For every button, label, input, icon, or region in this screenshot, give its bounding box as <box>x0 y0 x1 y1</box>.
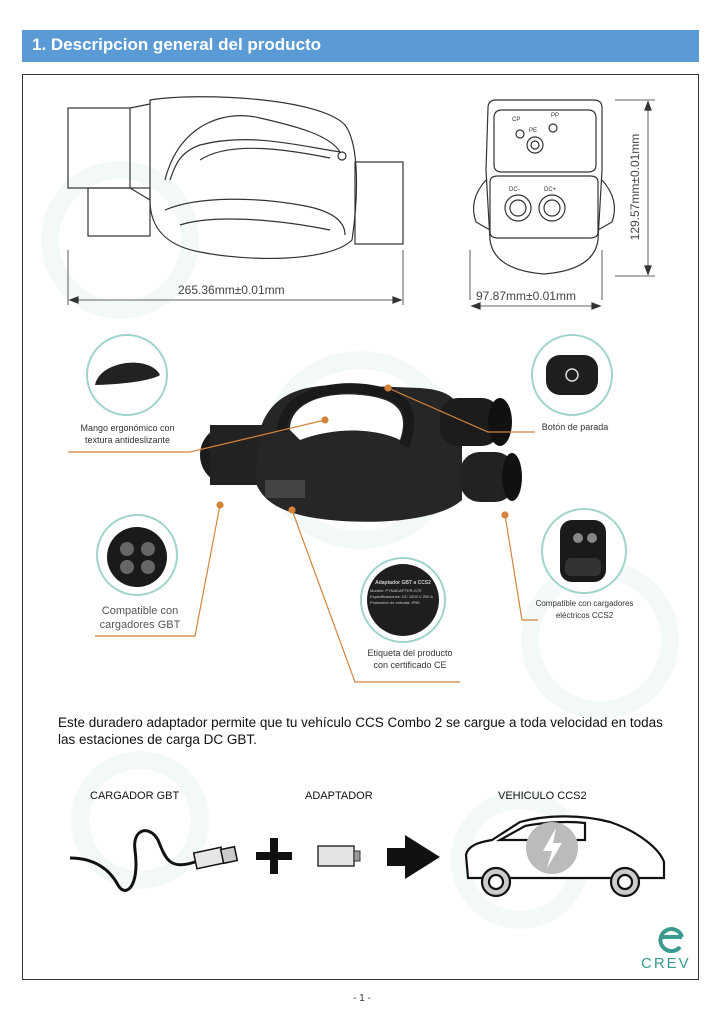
callout-ccs2-text <box>522 598 647 622</box>
callout-gbt-line-2: cargadores GBT <box>99 619 181 631</box>
callout-ccs2-circle <box>542 509 626 593</box>
pin-cp-label: CP <box>512 117 521 123</box>
product-label-line-3: Protección de entrada: IP55 <box>370 600 420 605</box>
plus-icon <box>256 838 292 874</box>
callout-handle-line-2: textura antideslizante <box>84 435 171 445</box>
flow-vehicle-label: VEHICULO CCS2 <box>498 790 587 802</box>
height-dimension: 129.57mm±0.01mm <box>628 133 642 241</box>
pin-pe-label: PE <box>529 128 538 134</box>
product-label-badge <box>370 580 436 606</box>
product-description: Este duradero adaptador permite que tu vehículo CCS Combo 2 se cargue a toda velocidad en todas las estaciones de carga DC GBT. <box>58 715 663 747</box>
flow-charger-label: CARGADOR GBT <box>90 790 180 802</box>
adapter-main-image <box>200 385 522 522</box>
product-label-line-2: Especificaciones: DC 1000 V 250 A <box>370 594 433 599</box>
callout-ccs2-line-2: eléctricos CCS2 <box>555 611 614 620</box>
callout-handle-circle <box>87 335 167 415</box>
pin-pp-label: PP <box>551 113 560 119</box>
callout-label-line-1: Etiqueta del producto <box>367 648 453 658</box>
callout-handle-text <box>60 422 195 446</box>
width-dimension: 97.87mm±0.01mm <box>476 289 576 303</box>
callout-stop-button-circle <box>532 335 612 415</box>
pin-dc-minus-label: DC- <box>509 187 520 193</box>
page-number: - 1 - <box>353 993 371 1004</box>
side-view-drawing <box>68 97 403 305</box>
product-label-line-1: Modelo: PYNADAPTER-G7E <box>370 588 422 593</box>
section-title: 1. Descripcion general del producto <box>32 35 322 54</box>
flow-adapter-label: ADAPTADOR <box>305 790 373 802</box>
length-dimension: 265.36mm±0.01mm <box>178 283 285 297</box>
callout-label-line-2: con certificado CE <box>373 660 447 670</box>
callout-gbt-circle <box>97 515 177 595</box>
callout-gbt-text <box>85 604 195 632</box>
callout-ccs2-line-1: Compatible con cargadores <box>535 599 634 608</box>
pin-dc-plus-label: DC+ <box>544 187 557 193</box>
product-label-title: Adaptador GBT a CCS2 <box>375 580 431 586</box>
adapter-icon <box>318 846 360 866</box>
lightning-icon <box>526 822 578 874</box>
callout-handle-line-1: Mango ergonómico con <box>80 423 175 433</box>
callout-stop-button-text: Botón de parada <box>541 422 609 432</box>
callout-label-text <box>355 647 465 671</box>
crev-logo-icon <box>660 929 682 951</box>
arrow-right-icon <box>387 835 440 879</box>
crev-logo-text: CREV <box>641 955 691 972</box>
callout-gbt-line-1: Compatible con <box>101 605 179 617</box>
